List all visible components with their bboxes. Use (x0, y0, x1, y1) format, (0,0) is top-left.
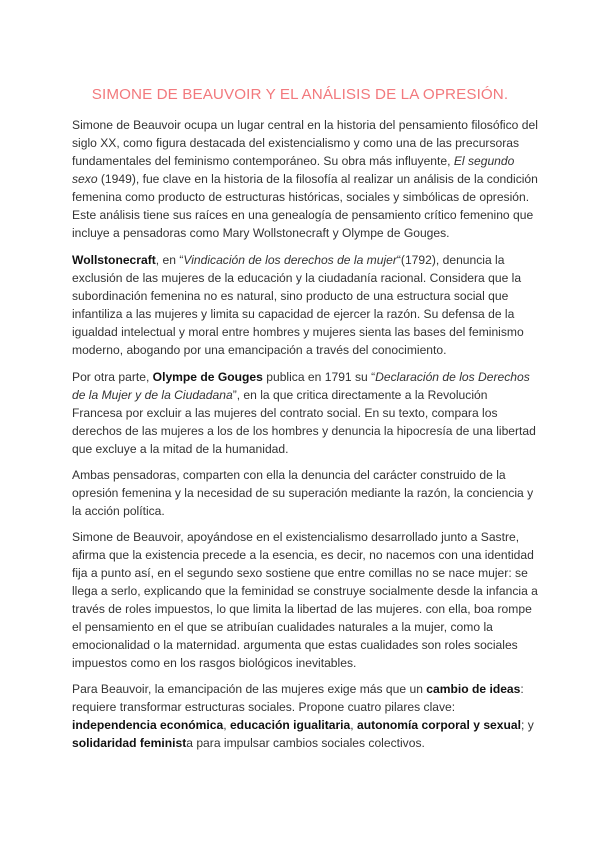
text-run: publica en 1791 su “ (262, 370, 376, 384)
document-body (72, 116, 538, 763)
paragraph-gouges (72, 368, 538, 458)
text-run: Por otra parte, (72, 370, 153, 384)
book-title: El segundo sexo (72, 154, 515, 186)
text-run: , (350, 718, 357, 732)
text-run: a para impulsar cambios sociales colectivos. (186, 736, 425, 750)
key-term: educación igualitaria (229, 718, 351, 732)
work-title: Declaración de los Derechos de la Mujer y de la Ciudadana (72, 370, 530, 402)
text-run: : requiere transformar estructuras sociales. Propone cuatro pilares clave: (72, 682, 524, 714)
text-run: , en “ (155, 253, 184, 267)
author-name: Olympe de Gouges (152, 370, 263, 384)
key-term: cambio de ideas (426, 682, 521, 696)
work-title: Vindicación de los derechos de la mujer (183, 253, 397, 267)
text-run: ”, en la que critica directamente a la Revolución Francesa por excluir a las mujeres del contrato social. En su texto, compara los derechos de las mujeres a los de los hombres y denuncia la hipocresía de una libertad que excluye a la mitad de la humanidad. (72, 388, 536, 456)
text-run: , (223, 718, 230, 732)
author-name: Wollstonecraft (72, 253, 156, 267)
paragraph-wollstonecraft (72, 251, 538, 359)
text-run: ; y (521, 718, 534, 732)
key-term: autonomía corporal y sexual (357, 718, 521, 732)
text-run: (1949), fue clave en la historia de la filosofía al realizar un análisis de la condición femenina como producto de estructuras históricas, sociales y simbólicas de opresión. Este análisis tiene sus raíces en una genealogía de pensamiento crítico femenino que incluye a pensadoras como Mary Wollstonecraft y Olympe de Gouges. (72, 172, 538, 240)
text-run: Simone de Beauvoir ocupa un lugar central en la historia del pensamiento filosófico del siglo XX, como figura destacada del existencialismo y como una de las precursoras fundamentales del feminismo contemporáneo. Su obra más influyente, (72, 118, 538, 168)
document-title: SIMONE DE BEAUVOIR Y EL ANÁLISIS DE LA OPRESIÓN. (91, 86, 509, 103)
paragraph-emancipation (72, 680, 538, 752)
key-term: solidaridad feminist (72, 736, 187, 750)
paragraph-existentialism: Simone de Beauvoir, apoyándose en el existencialismo desarrollado junto a Sastre, afirma que la existencia precede a la esencia, es decir, no nacemos con una identidad fija a punto así, en el segundo sexo sostiene que entre comillas no se nace mujer: se llega a serlo, explicando que la feminidad se construye socialmente desde la infancia a través de roles impuestos, lo que limita la libertad de las mujeres. con ella, boa rompe el pensamiento en el que se atribuían cualidades naturales a la mujer, como la emocionalidad o la maternidad. argumenta que estas cualidades son roles sociales impuestos como en los rasgos biológicos inevitables. (72, 530, 538, 670)
paragraph-intro (72, 116, 538, 242)
key-term: independencia económica (72, 718, 224, 732)
paragraph-shared-critique: Ambas pensadoras, comparten con ella la denuncia del carácter construido de la opresión femenina y la necesidad de su superación mediante la razón, la conciencia y la acción política. (72, 468, 534, 518)
text-run: Para Beauvoir, la emancipación de las mujeres exige más que un (72, 682, 427, 696)
text-run: “(1792), denuncia la exclusión de las mujeres de la educación y la ciudadanía racional. Considera que la subordinación femenina no es natural, sino producto de una estructura social que infantiliza a las mujeres y limita su capacidad de ejercer la razón. Su defensa de la igualdad intelectual y moral entre hombres y mujeres sienta las bases del feminismo moderno, abogando por una emancipación a través del conocimiento. (72, 253, 524, 357)
